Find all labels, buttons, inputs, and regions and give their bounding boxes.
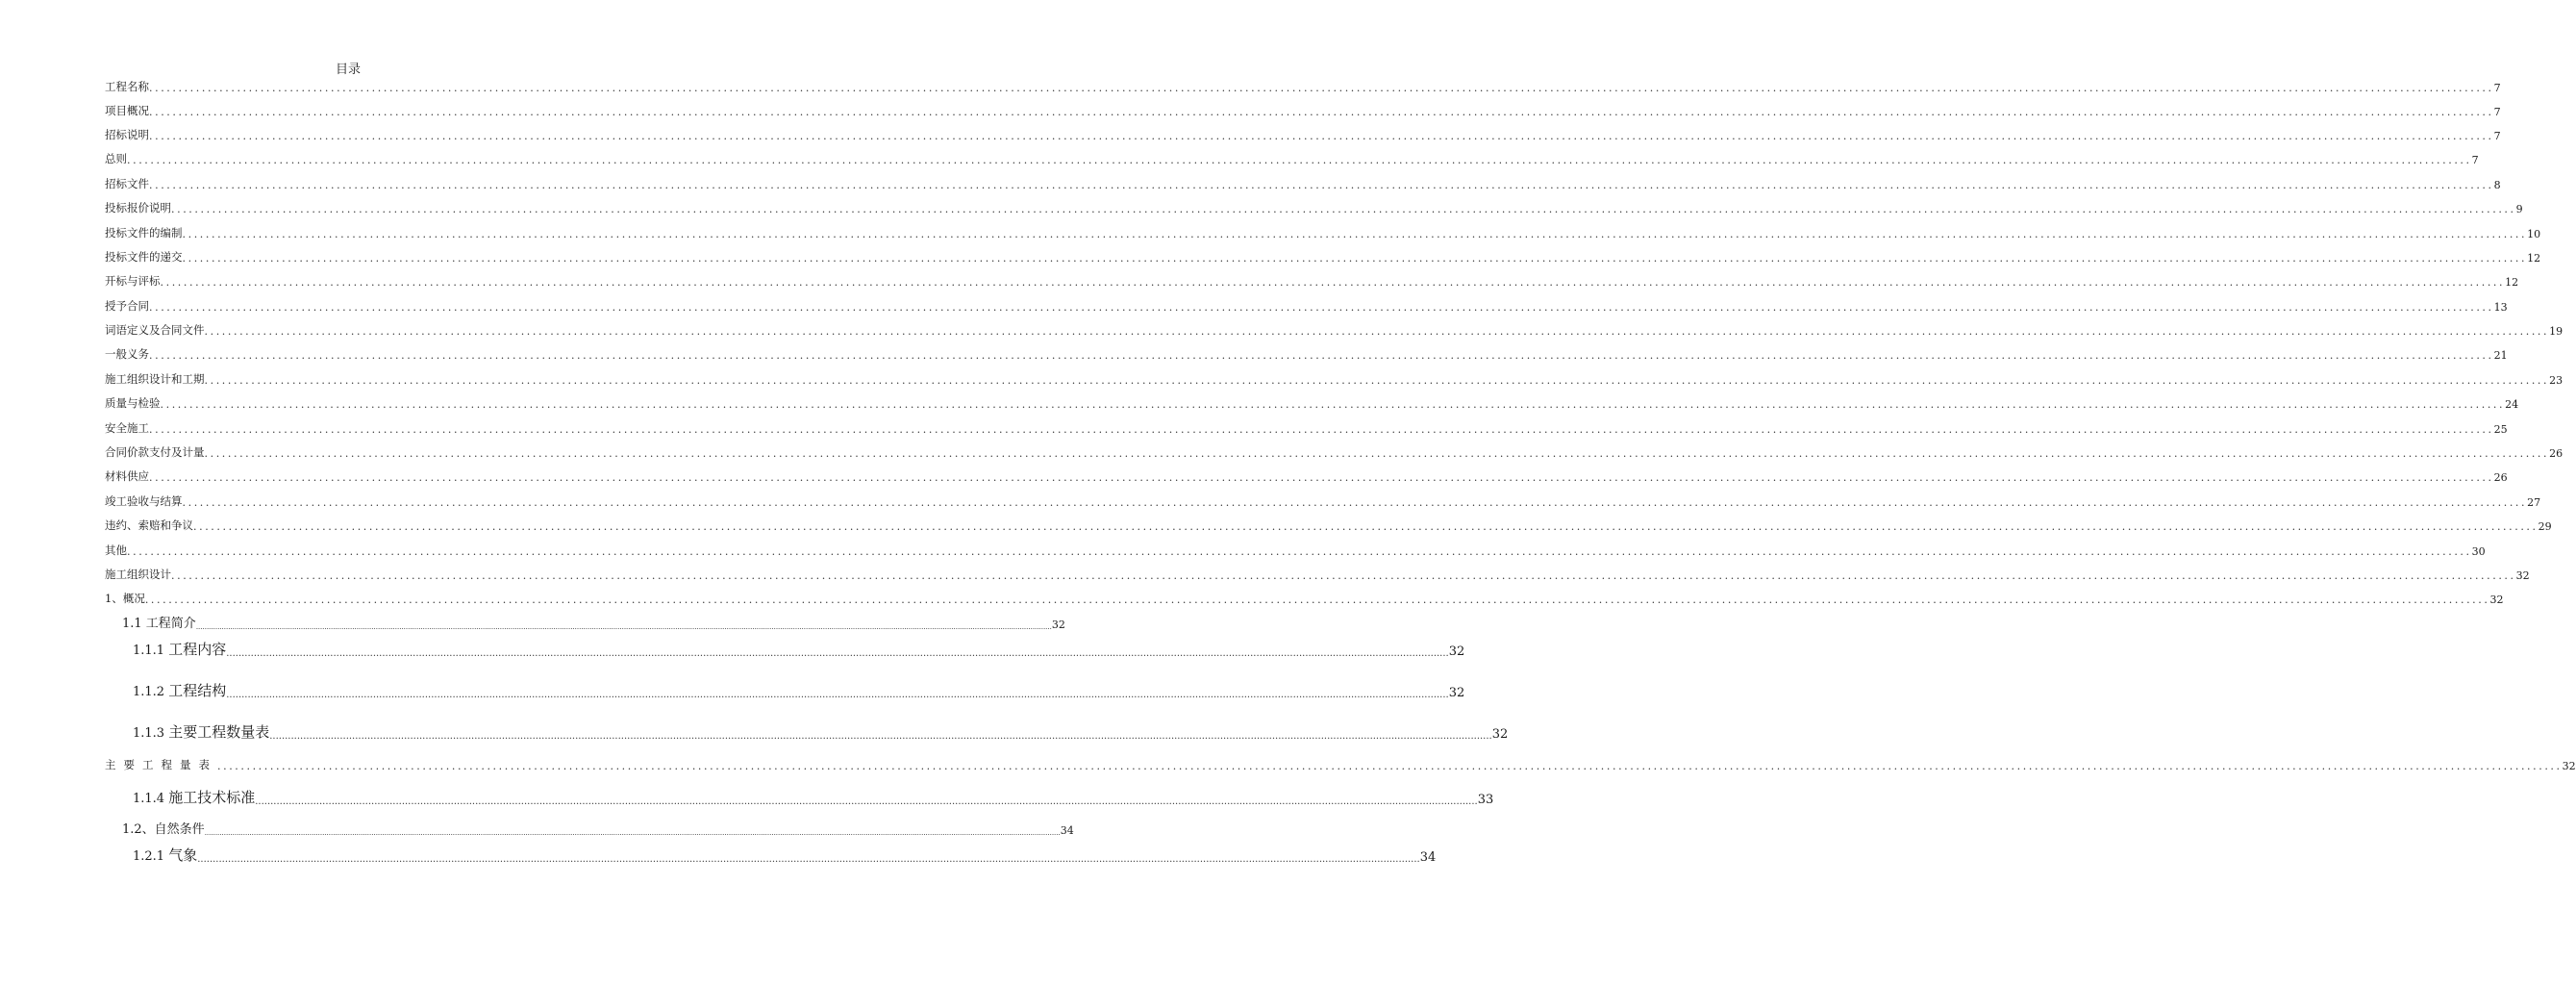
toc-entry-page: 34 — [1419, 850, 1437, 865]
toc-entry-label: 投标文件的编制 — [105, 226, 183, 240]
toc-entry-page: 12 — [2505, 276, 2519, 289]
toc-entry-page: 32 — [1448, 644, 1465, 659]
toc-entry-page: 7 — [2493, 106, 2501, 118]
toc-entry-page: 12 — [2527, 252, 2541, 265]
toc-entry-label: 施工组织设计和工期 — [105, 372, 205, 386]
dot-leader: ................................................................................................................................................................................................................................................................................................................................................................................................................ — [171, 203, 2516, 215]
toc-entry[interactable] — [105, 516, 2552, 533]
toc-entry-label — [133, 845, 197, 865]
section-number: 1.1.1 — [133, 644, 169, 658]
toc-entry-page: 9 — [2515, 203, 2523, 215]
toc-entry-page: 26 — [2493, 471, 2508, 484]
section-text: 工程结构 — [168, 682, 227, 699]
toc-entry-page: 7 — [2493, 130, 2501, 142]
toc-entry[interactable] — [105, 344, 2508, 362]
dot-leader: ................................................................................................................................................................................................................................................................................................................................................................................................................ — [149, 471, 2494, 484]
toc-entry[interactable] — [105, 174, 2501, 191]
section-text: 气象 — [168, 846, 198, 864]
toc-entry-label: 招标文件 — [105, 177, 149, 190]
dot-leader: ................................................................................................................................................................................................................................................................................................................................................................................................................ — [144, 594, 2490, 606]
dot-leader: ................................................................................................................................................................................................................................................................................................................................................................................................................ — [127, 545, 2472, 558]
toc-entry[interactable] — [105, 149, 2479, 166]
toc-entry-page: 7 — [2471, 154, 2479, 166]
toc-entry-label: 质量与检验 — [105, 396, 161, 410]
toc-entry-page: 32 — [1491, 727, 1509, 742]
dot-leader: ................................................................................................................................................................................................................................................................................................................................................................................................................ — [149, 106, 2494, 118]
toc-entry-label: 1.1 工程简介 — [122, 617, 196, 631]
dot-leader: ................................................................................................................................................................................................................................................................................................................................................................................................................ — [182, 252, 2528, 265]
toc-entry-1-2[interactable] — [122, 820, 1074, 837]
toc-entry[interactable] — [105, 125, 2501, 142]
dot-leader: ................................................................................................................................................................................................................................................................................................................................................................................................................ — [226, 690, 1449, 700]
toc-entry[interactable] — [105, 369, 2563, 387]
toc-entry-page: 32 — [2515, 569, 2530, 582]
toc-entry-page: 34 — [1060, 824, 1074, 837]
toc-entry-page: 13 — [2493, 301, 2508, 314]
dot-leader: ................................................................................................................................................................................................................................................................................................................................................................................................................ — [160, 276, 2506, 289]
toc-entry-label: 项目概况 — [105, 104, 149, 117]
toc-entry[interactable] — [105, 589, 2504, 606]
toc-entry[interactable] — [105, 271, 2519, 289]
toc-entry-label — [133, 639, 226, 659]
dot-leader: ................................................................................................................................................................................................................................................................................................................................................................................................................ — [195, 623, 1052, 631]
toc-entry-page: 24 — [2505, 398, 2519, 411]
section-number: 1.2.1 — [133, 849, 169, 864]
toc-entry-label: 其他 — [105, 543, 127, 557]
toc-entry-page: 32 — [1051, 619, 1065, 631]
section-text: 工程内容 — [168, 641, 227, 658]
toc-entry-page: 27 — [2527, 496, 2541, 509]
toc-entry-label: 合同价款支付及计量 — [105, 445, 205, 459]
dot-leader: ................................................................................................................................................................................................................................................................................................................................................................................................................ — [149, 82, 2494, 94]
toc-entry[interactable] — [105, 442, 2563, 460]
dot-leader: ................................................................................................................................................................................................................................................................................................................................................................................................................ — [204, 829, 1061, 837]
dot-leader: ................................................................................................................................................................................................................................................................................................................................................................................................................ — [149, 179, 2494, 191]
toc-entry-page: 25 — [2493, 423, 2508, 436]
section-text: 主要工程数量表 — [168, 723, 270, 741]
section-text: 施工技术标准 — [168, 789, 256, 806]
toc-entry[interactable] — [105, 565, 2530, 582]
toc-entry[interactable] — [105, 247, 2541, 265]
toc-entry-page: 29 — [2538, 520, 2552, 533]
toc-entry-1-1-4[interactable] — [133, 788, 1494, 807]
toc-entry-label: 施工组织设计 — [105, 568, 171, 581]
dot-leader: ................................................................................................................................................................................................................................................................................................................................................................................................................ — [269, 731, 1492, 742]
toc-entry-label: 违约、索赔和争议 — [105, 518, 193, 532]
toc-entry[interactable] — [105, 541, 2486, 558]
toc-entry[interactable] — [105, 320, 2563, 338]
toc-entry-page: 32 — [2562, 760, 2576, 772]
toc-entry-label: 竣工验收与结算 — [105, 494, 183, 508]
toc-entry-page: 7 — [2493, 82, 2501, 94]
toc-entry-label: 招标说明 — [105, 128, 149, 141]
toc-entry-label: 总则 — [105, 152, 127, 165]
toc-entry-label: 安全施工 — [105, 421, 149, 435]
dot-leader: ................................................................................................................................................................................................................................................................................................................................................................................................................ — [171, 569, 2516, 582]
toc-entry-label: 一般义务 — [105, 347, 149, 361]
toc-entry-page: 19 — [2549, 325, 2563, 338]
toc-entry-page: 10 — [2527, 228, 2541, 240]
toc-entry-label: 投标文件的递交 — [105, 250, 183, 264]
toc-entry-page: 26 — [2549, 447, 2563, 460]
toc-entry-label: 开标与评标 — [105, 274, 161, 288]
toc-entry-label — [133, 680, 226, 700]
toc-entry[interactable] — [105, 393, 2519, 411]
dot-leader: ................................................................................................................................................................................................................................................................................................................................................................................................................ — [226, 648, 1449, 659]
toc-entry-label: 词语定义及合同文件 — [105, 323, 205, 337]
toc-entry-1-2-1[interactable] — [133, 846, 1437, 865]
dot-leader: ................................................................................................................................................................................................................................................................................................................................................................................................................ — [204, 447, 2550, 460]
dot-leader: ................................................................................................................................................................................................................................................................................................................................................................................................................ — [149, 130, 2494, 142]
toc-entry-1-1-1[interactable] — [133, 640, 1465, 659]
toc-entry-page: 32 — [2489, 594, 2504, 606]
dot-leader: ................................................................................................................................................................................................................................................................................................................................................................................................................ — [149, 301, 2494, 314]
toc-entry-label: 工程名称 — [105, 80, 149, 93]
toc-entry[interactable] — [105, 223, 2541, 240]
toc-entry-table[interactable] — [105, 755, 2576, 772]
toc-entry-label: 投标报价说明 — [105, 201, 171, 215]
dot-leader: ................................................................................................................................................................................................................................................................................................................................................................................................................ — [217, 760, 2563, 772]
toc-entry-1-1[interactable] — [122, 614, 1065, 631]
toc-entry[interactable] — [105, 296, 2508, 314]
dot-leader: ................................................................................................................................................................................................................................................................................................................................................................................................................ — [182, 496, 2528, 509]
dot-leader: ................................................................................................................................................................................................................................................................................................................................................................................................................ — [182, 228, 2528, 240]
toc-entry-label: 1、概况 — [105, 592, 145, 605]
toc-entry-label: 材料供应 — [105, 469, 149, 483]
toc-entry-1-1-2[interactable] — [133, 681, 1465, 700]
section-number: 1.1.2 — [133, 685, 169, 699]
toc-entry-label: 授予合同 — [105, 299, 149, 313]
dot-leader: ................................................................................................................................................................................................................................................................................................................................................................................................................ — [197, 854, 1420, 865]
toc-entry-page: 23 — [2549, 374, 2563, 387]
toc-entry[interactable] — [105, 101, 2501, 118]
toc-entry-1-1-3[interactable] — [133, 722, 1509, 742]
dot-leader: ................................................................................................................................................................................................................................................................................................................................................................................................................ — [149, 349, 2494, 362]
toc-entry[interactable] — [105, 418, 2508, 436]
toc-entry-label: 1.2、自然条件 — [122, 822, 205, 837]
toc-entry[interactable] — [105, 198, 2523, 215]
toc-entry-page: 32 — [1448, 686, 1465, 700]
toc-title: 目录 — [335, 63, 361, 77]
toc-entry-label — [133, 787, 255, 807]
toc-entry[interactable] — [105, 492, 2541, 509]
toc-entry-label — [133, 721, 269, 742]
dot-leader: ................................................................................................................................................................................................................................................................................................................................................................................................................ — [127, 154, 2472, 166]
dot-leader: ................................................................................................................................................................................................................................................................................................................................................................................................................ — [193, 520, 2538, 533]
toc-entry-page: 8 — [2493, 179, 2501, 191]
section-number: 1.1.3 — [133, 726, 169, 741]
dot-leader: ................................................................................................................................................................................................................................................................................................................................................................................................................ — [255, 796, 1478, 807]
dot-leader: ................................................................................................................................................................................................................................................................................................................................................................................................................ — [160, 398, 2506, 411]
dot-leader: ................................................................................................................................................................................................................................................................................................................................................................................................................ — [204, 325, 2550, 338]
toc-entry-page: 33 — [1477, 793, 1494, 807]
toc-entry-page: 30 — [2471, 545, 2486, 558]
toc-entry[interactable] — [105, 77, 2501, 94]
dot-leader: ................................................................................................................................................................................................................................................................................................................................................................................................................ — [149, 423, 2494, 436]
toc-entry-page: 21 — [2493, 349, 2508, 362]
toc-entry-label: 主要工程量表 — [105, 758, 217, 771]
dot-leader: ................................................................................................................................................................................................................................................................................................................................................................................................................ — [204, 374, 2550, 387]
toc-entry[interactable] — [105, 467, 2508, 484]
section-number: 1.1.4 — [133, 792, 169, 806]
